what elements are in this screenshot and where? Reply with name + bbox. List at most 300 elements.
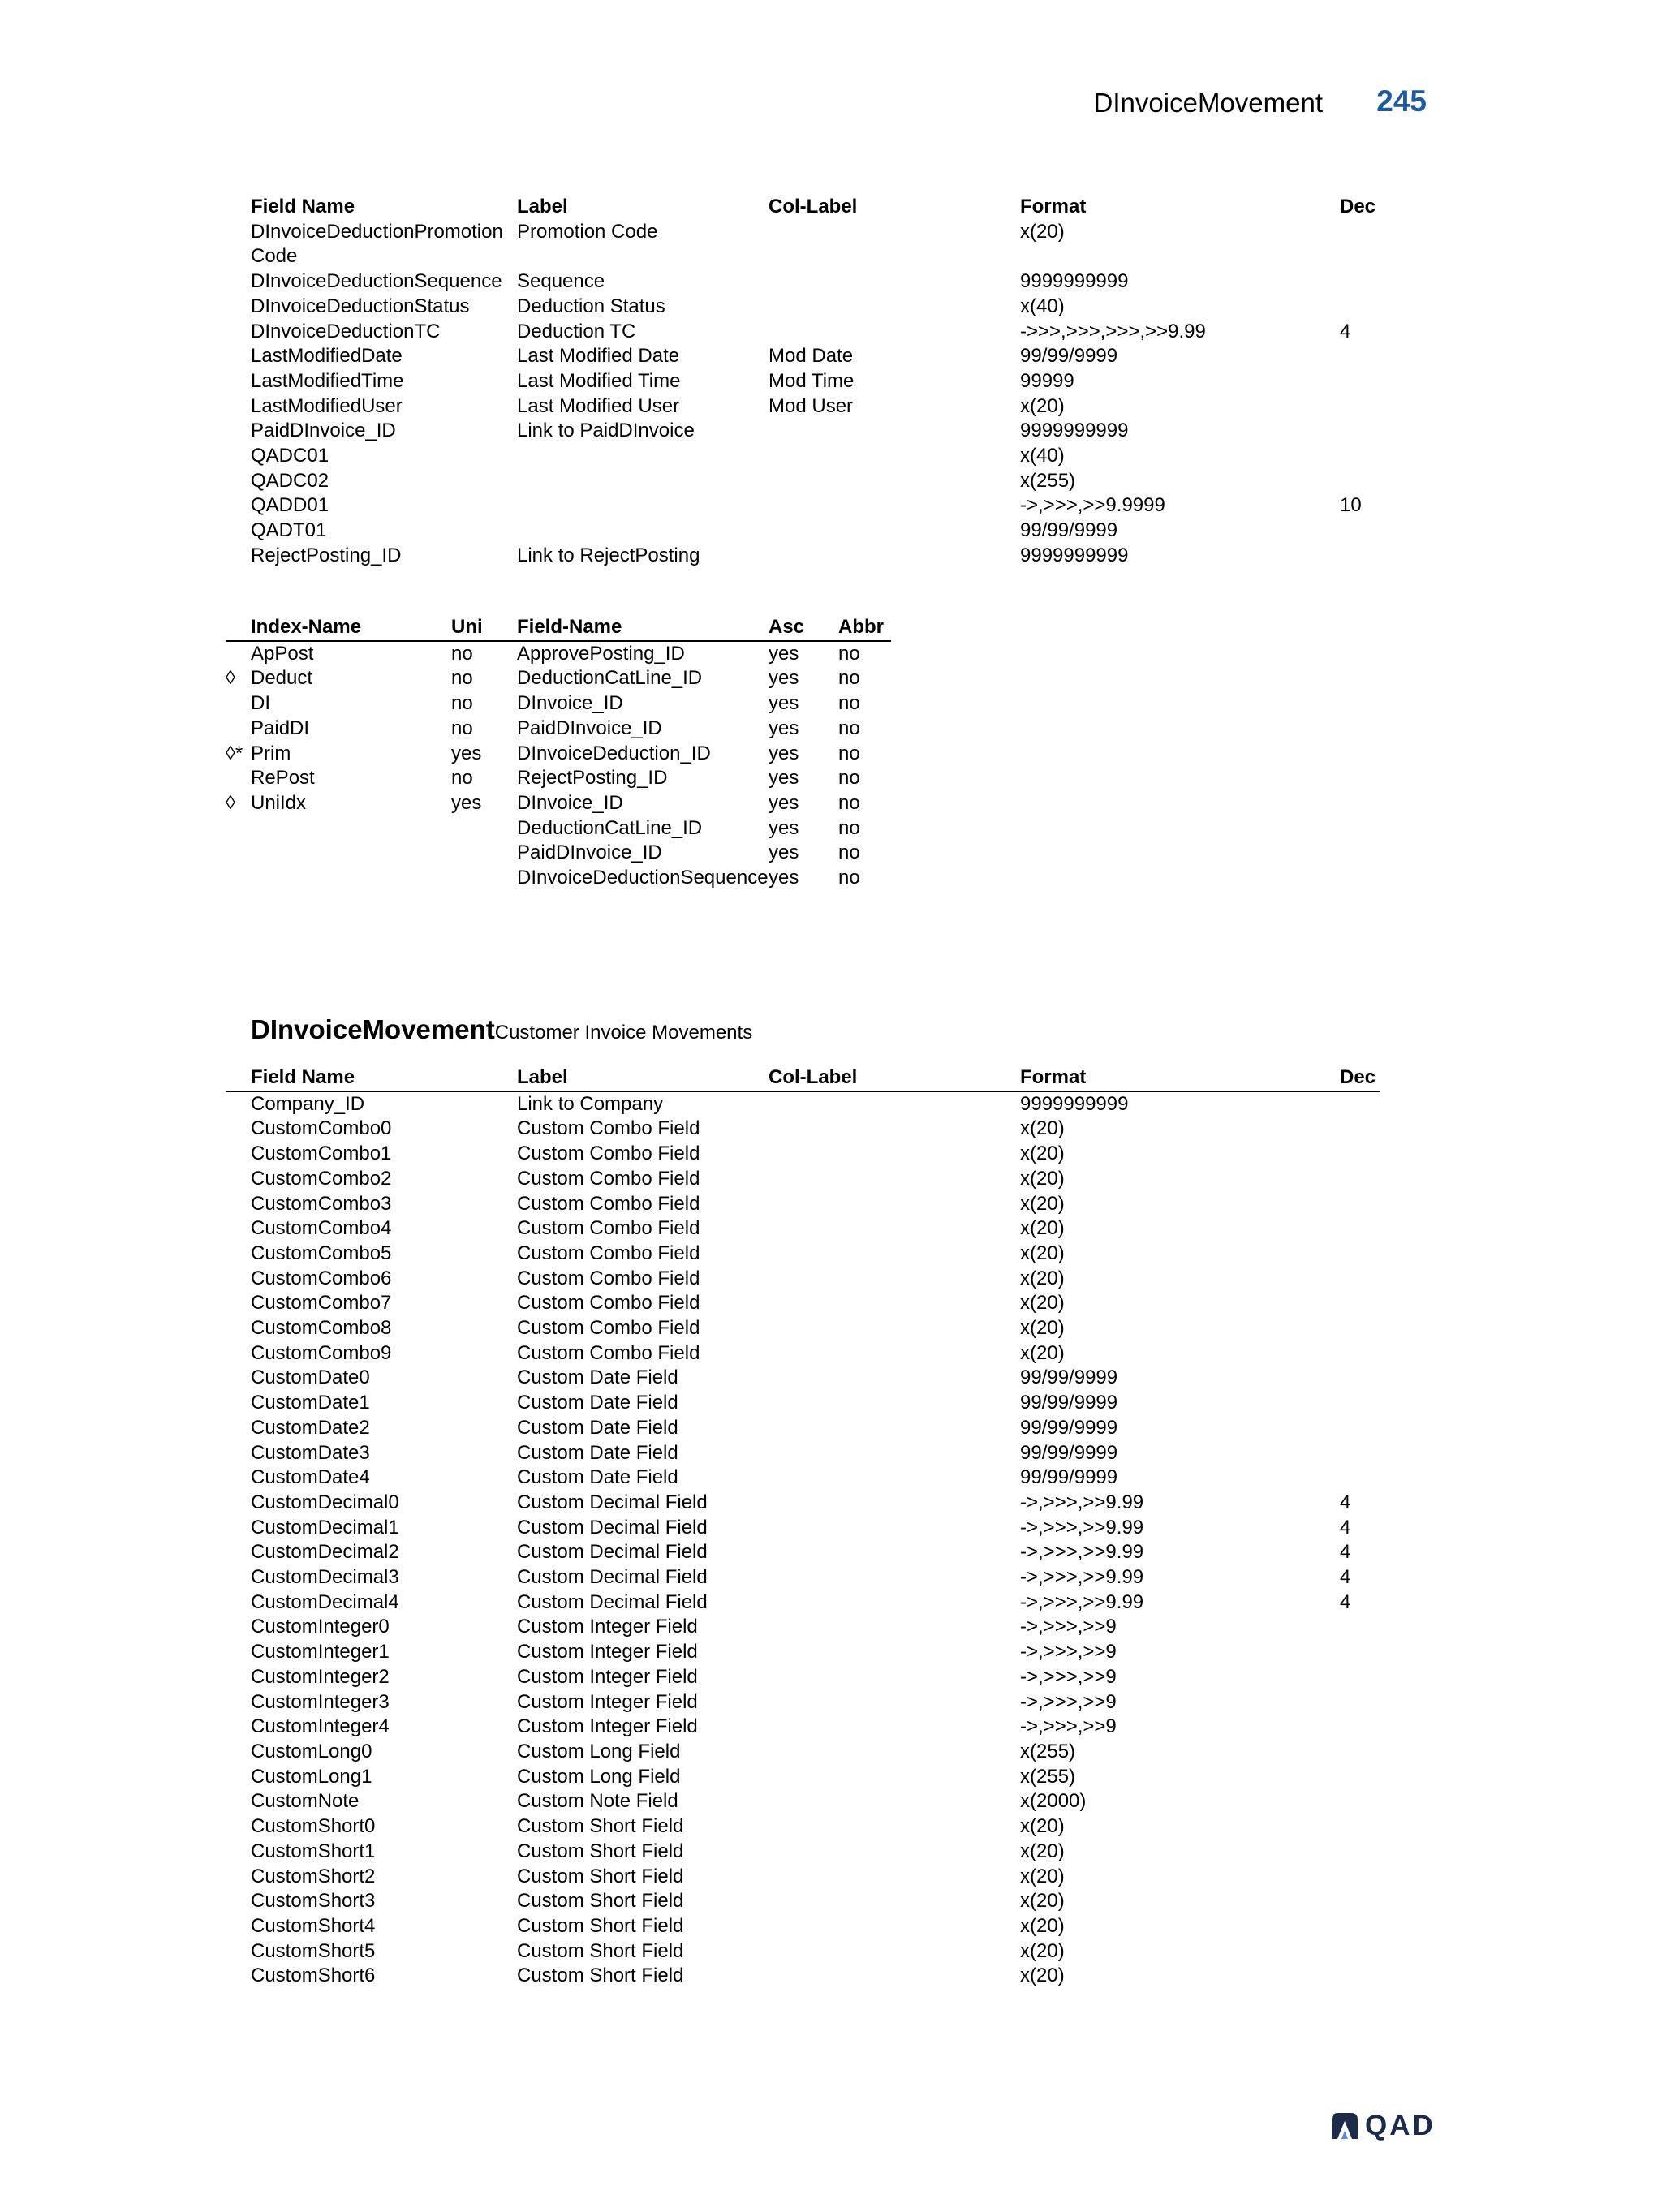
abbr-cell: no <box>838 767 860 790</box>
column-header-index-name: Index-Name <box>251 615 451 641</box>
table-row <box>226 493 1380 519</box>
table-row <box>226 1366 1380 1391</box>
index-name-cell: PaidDI <box>251 717 310 739</box>
label-cell: Custom Decimal Field <box>517 1516 708 1539</box>
marker-cell <box>226 1939 251 1965</box>
format-cell: x(20) <box>1020 1242 1065 1264</box>
index-marker-cell: ◊* <box>226 742 243 764</box>
table-row <box>226 666 891 691</box>
dec-cell <box>1340 220 1380 269</box>
dec-cell <box>1340 1391 1380 1416</box>
marker-cell <box>226 1665 251 1690</box>
field-name-cell: CustomShort5 <box>251 1939 376 1962</box>
dec-cell <box>1340 1341 1380 1366</box>
col-label-cell <box>769 1914 1020 1939</box>
col-label-cell <box>769 1091 1020 1117</box>
marker-cell <box>226 220 251 269</box>
asc-cell: yes <box>769 816 799 839</box>
col-label-cell <box>769 419 1020 444</box>
dec-cell <box>1340 1142 1380 1167</box>
uni-cell: no <box>451 767 473 790</box>
asc-cell: yes <box>769 717 799 739</box>
format-cell: 9999999999 <box>1020 544 1129 566</box>
marker-cell <box>226 1814 251 1840</box>
index-field-name-cell: DeductionCatLine_ID <box>517 816 703 839</box>
table-row <box>226 419 1380 444</box>
table-row <box>226 1914 1380 1939</box>
col-label-cell <box>769 1939 1020 1965</box>
col-label-cell <box>769 1640 1020 1665</box>
field-name-cell: LastModifiedUser <box>251 394 403 417</box>
column-header-dec: Dec <box>1340 196 1376 217</box>
marker-cell <box>226 1216 251 1242</box>
field-name-cell: CustomCombo7 <box>251 1292 392 1315</box>
uni-cell: no <box>451 717 473 739</box>
col-label-cell <box>769 1665 1020 1690</box>
label-cell: Custom Combo Field <box>517 1143 700 1165</box>
col-label-cell <box>769 1516 1020 1541</box>
uni-cell: no <box>451 692 473 715</box>
table-row <box>226 394 1380 420</box>
index-name-cell <box>251 816 451 841</box>
col-label-cell <box>769 1341 1020 1366</box>
label-cell: Custom Short Field <box>517 1840 684 1862</box>
label-cell: Custom Integer Field <box>517 1690 698 1713</box>
format-cell: x(40) <box>1020 445 1065 467</box>
index-field-name-cell: DInvoice_ID <box>517 791 623 814</box>
marker-cell <box>226 320 251 345</box>
table-row <box>226 1167 1380 1192</box>
col-label-cell <box>769 544 1020 569</box>
format-cell: x(40) <box>1020 295 1065 317</box>
marker-cell <box>226 1840 251 1865</box>
format-cell: 99/99/9999 <box>1020 1416 1118 1439</box>
marker-cell <box>226 1366 251 1391</box>
section-table-description: Customer Invoice Movements <box>494 1022 753 1044</box>
asc-cell: yes <box>769 692 799 715</box>
index-marker-cell <box>226 866 251 891</box>
field-name-cell: CustomDecimal3 <box>251 1566 399 1589</box>
col-label-cell: Mod Date <box>769 345 854 368</box>
dec-cell <box>1340 519 1380 544</box>
marker-cell <box>226 1491 251 1516</box>
col-label-cell <box>769 220 1020 269</box>
label-cell: Custom Integer Field <box>517 1715 698 1738</box>
format-cell: 99999 <box>1020 369 1074 392</box>
field-name-cell: DInvoiceDeductionTC <box>251 320 441 342</box>
table-header-row <box>226 1065 1380 1091</box>
table-row <box>226 1665 1380 1690</box>
field-name-cell: DInvoiceDeductionPromotionCode <box>251 220 503 268</box>
table-row <box>226 1615 1380 1640</box>
index-field-name-cell: PaidDInvoice_ID <box>517 841 662 864</box>
field-name-cell: CustomDate1 <box>251 1392 370 1414</box>
format-cell: x(20) <box>1020 1192 1065 1215</box>
table-row <box>226 717 891 742</box>
table-row <box>226 841 891 866</box>
qad-logo <box>1329 2111 1436 2141</box>
col-label-cell <box>769 1465 1020 1491</box>
label-cell: Custom Combo Field <box>517 1192 700 1215</box>
dec-cell <box>1340 1441 1380 1466</box>
dec-cell <box>1340 1117 1380 1142</box>
format-cell: ->,>>>,>>9.9999 <box>1020 494 1165 517</box>
label-cell: Custom Decimal Field <box>517 1566 708 1589</box>
format-cell: ->>>,>>>,>>>,>>9.99 <box>1020 320 1206 342</box>
dec-cell <box>1340 1665 1380 1690</box>
index-name-cell: ApPost <box>251 642 314 665</box>
table-row <box>226 1516 1380 1541</box>
label-cell: Custom Integer Field <box>517 1665 698 1688</box>
field-name-cell: CustomCombo8 <box>251 1317 392 1340</box>
column-header-field-name: Field Name <box>251 1065 517 1091</box>
table-row <box>226 1590 1380 1616</box>
field-name-cell: CustomInteger0 <box>251 1616 390 1638</box>
table-row <box>226 1565 1380 1590</box>
asc-cell: yes <box>769 667 799 690</box>
field-name-cell: CustomDecimal2 <box>251 1541 399 1564</box>
column-header-format: Format <box>1020 196 1087 217</box>
index-marker-cell <box>226 691 251 717</box>
label-cell: Custom Short Field <box>517 1815 684 1838</box>
table-row <box>226 1216 1380 1242</box>
index-name-cell <box>251 866 451 891</box>
format-cell: x(20) <box>1020 1317 1065 1340</box>
column-header-label: Label <box>517 196 568 217</box>
index-name-cell <box>251 841 451 866</box>
col-label-cell <box>769 469 1020 494</box>
label-cell: Custom Short Field <box>517 1890 684 1913</box>
field-name-cell: CustomCombo6 <box>251 1267 392 1289</box>
dec-cell <box>1340 1192 1380 1217</box>
field-name-cell: CustomShort0 <box>251 1815 376 1838</box>
index-field-name-cell: PaidDInvoice_ID <box>517 717 662 739</box>
col-label-cell <box>769 1267 1020 1292</box>
table-row <box>226 641 891 667</box>
table-row <box>226 269 1380 295</box>
page-number: 245 <box>1376 84 1427 118</box>
format-cell: x(20) <box>1020 1341 1065 1364</box>
field-name-cell: CustomInteger2 <box>251 1665 390 1688</box>
table-header-row <box>226 615 891 641</box>
abbr-cell: no <box>838 642 860 665</box>
col-label-cell <box>769 1740 1020 1765</box>
label-cell: Custom Long Field <box>517 1740 681 1762</box>
label-cell: Custom Note Field <box>517 1790 678 1813</box>
field-name-cell: RejectPosting_ID <box>251 544 402 566</box>
marker-cell <box>226 469 251 494</box>
table-row <box>226 1192 1380 1217</box>
format-cell: ->,>>>,>>9.99 <box>1020 1491 1144 1513</box>
col-label-cell <box>769 1889 1020 1914</box>
dec-cell <box>1340 1765 1380 1790</box>
format-cell: x(255) <box>1020 469 1076 492</box>
table-row <box>226 1765 1380 1790</box>
label-cell: Sequence <box>517 270 605 293</box>
format-cell: x(20) <box>1020 1267 1065 1289</box>
label-cell: Custom Integer Field <box>517 1641 698 1663</box>
marker-cell <box>226 369 251 394</box>
index-field-name-cell: DInvoice_ID <box>517 692 623 715</box>
label-cell: Custom Date Field <box>517 1366 678 1389</box>
uni-cell <box>451 816 517 841</box>
marker-cell <box>226 1914 251 1939</box>
format-cell: 9999999999 <box>1020 1092 1129 1115</box>
marker-cell <box>226 1242 251 1267</box>
label-cell <box>517 469 769 494</box>
label-cell: Custom Decimal Field <box>517 1541 708 1564</box>
index-name-cell: UniIdx <box>251 791 307 814</box>
dec-cell <box>1340 1715 1380 1740</box>
label-cell: Custom Combo Field <box>517 1217 700 1240</box>
marker-cell <box>226 1142 251 1167</box>
abbr-cell: no <box>838 816 860 839</box>
field-name-cell: CustomInteger1 <box>251 1641 390 1663</box>
format-cell: ->,>>>,>>9 <box>1020 1665 1117 1688</box>
marker-cell <box>226 544 251 569</box>
uni-cell <box>451 841 517 866</box>
asc-cell: yes <box>769 642 799 665</box>
marker-cell <box>226 269 251 295</box>
col-label-cell <box>769 1491 1020 1516</box>
col-label-cell <box>769 1441 1020 1466</box>
dec-cell <box>1340 1914 1380 1939</box>
col-label-cell: Mod User <box>769 394 854 417</box>
field-name-cell: CustomInteger3 <box>251 1690 390 1713</box>
dec-cell <box>1340 394 1380 420</box>
field-name-cell: CustomCombo1 <box>251 1143 392 1165</box>
column-header-format: Format <box>1020 1065 1340 1091</box>
index-field-name-cell: RejectPosting_ID <box>517 767 668 790</box>
index-marker-cell <box>226 641 251 667</box>
label-cell <box>517 519 769 544</box>
marker-cell <box>226 344 251 369</box>
format-cell: 99/99/9999 <box>1020 1392 1118 1414</box>
col-label-cell <box>769 1366 1020 1391</box>
field-table <box>226 1065 1380 1989</box>
table-row <box>226 742 891 767</box>
col-label-cell <box>769 1789 1020 1814</box>
qad-logo-icon <box>1329 2111 1360 2141</box>
marker-cell <box>226 1765 251 1790</box>
column-header-asc: Asc <box>769 615 838 641</box>
column-header-index-field-name: Field-Name <box>517 615 769 641</box>
format-cell: 99/99/9999 <box>1020 519 1118 542</box>
label-cell: Last Modified User <box>517 394 680 417</box>
format-cell: x(20) <box>1020 1217 1065 1240</box>
asc-cell: yes <box>769 791 799 814</box>
asc-cell: yes <box>769 742 799 764</box>
field-name-cell: CustomLong1 <box>251 1765 372 1788</box>
label-cell: Link to PaidDInvoice <box>517 420 695 442</box>
field-name-cell: CustomDecimal1 <box>251 1516 399 1539</box>
table-row <box>226 1416 1380 1441</box>
dec-cell <box>1340 1242 1380 1267</box>
table-row <box>226 344 1380 369</box>
dec-cell <box>1340 1091 1380 1117</box>
marker-cell <box>226 1640 251 1665</box>
dec-cell <box>1340 1316 1380 1341</box>
table-row <box>226 1291 1380 1316</box>
marker-cell <box>226 1889 251 1914</box>
field-name-cell: QADC02 <box>251 469 329 492</box>
marker-cell <box>226 1540 251 1565</box>
label-cell: Custom Combo Field <box>517 1242 700 1264</box>
dec-cell <box>1340 344 1380 369</box>
column-header-label: Label <box>517 1065 769 1091</box>
format-cell: x(20) <box>1020 1965 1065 1987</box>
index-marker-cell <box>226 841 251 866</box>
dec-cell <box>1340 1465 1380 1491</box>
dec-cell <box>1340 1740 1380 1765</box>
field-name-cell: CustomDate4 <box>251 1466 370 1489</box>
format-cell: x(20) <box>1020 1914 1065 1937</box>
field-name-cell: CustomDecimal0 <box>251 1491 399 1513</box>
format-cell: x(20) <box>1020 1840 1065 1862</box>
col-label-cell <box>769 1690 1020 1715</box>
marker-cell <box>226 1416 251 1441</box>
field-name-cell: CustomDecimal4 <box>251 1590 399 1613</box>
col-label-cell <box>769 320 1020 345</box>
marker-column-header <box>226 195 251 220</box>
col-label-cell <box>769 1117 1020 1142</box>
table-row <box>226 1964 1380 1989</box>
marker-cell <box>226 1690 251 1715</box>
uni-cell <box>451 866 517 891</box>
dec-cell <box>1340 1865 1380 1890</box>
column-header-col-label: Col-Label <box>769 1065 1020 1091</box>
table-row <box>226 1267 1380 1292</box>
marker-cell <box>226 419 251 444</box>
field-name-cell: CustomCombo5 <box>251 1242 392 1264</box>
marker-cell <box>226 394 251 420</box>
table-row <box>226 469 1380 494</box>
abbr-cell: no <box>838 867 860 889</box>
table-row <box>226 1491 1380 1516</box>
table-row <box>226 1316 1380 1341</box>
index-marker-cell: ◊ <box>226 667 235 690</box>
marker-cell <box>226 1091 251 1117</box>
field-name-cell: CustomDate3 <box>251 1441 370 1464</box>
field-name-cell: CustomShort2 <box>251 1865 376 1887</box>
col-label-cell <box>769 1242 1020 1267</box>
field-name-cell: LastModifiedTime <box>251 369 404 392</box>
label-cell: Custom Date Field <box>517 1441 678 1464</box>
index-name-cell: Deduct <box>251 667 313 690</box>
index-marker-cell <box>226 816 251 841</box>
index-marker-cell <box>226 766 251 791</box>
field-name-cell: CustomLong0 <box>251 1740 372 1762</box>
format-cell: 9999999999 <box>1020 420 1129 442</box>
table-row <box>226 519 1380 544</box>
field-name-cell: CustomCombo3 <box>251 1192 392 1215</box>
section-heading <box>251 1014 752 1045</box>
field-name-cell: QADT01 <box>251 519 327 542</box>
abbr-cell: no <box>838 841 860 864</box>
dec-cell <box>1340 444 1380 469</box>
field-name-cell: CustomShort1 <box>251 1840 376 1862</box>
label-cell: Link to Company <box>517 1092 664 1115</box>
column-header-field-name: Field Name <box>251 196 355 217</box>
table-row <box>226 1814 1380 1840</box>
table-row <box>226 369 1380 394</box>
abbr-cell: no <box>838 667 860 690</box>
col-label-cell <box>769 1590 1020 1616</box>
field-name-cell: CustomDate0 <box>251 1366 370 1389</box>
field-name-cell: CustomCombo0 <box>251 1117 392 1140</box>
table-row <box>226 866 891 891</box>
field-name-cell: CustomShort6 <box>251 1965 376 1987</box>
table-row <box>226 1465 1380 1491</box>
asc-cell: yes <box>769 841 799 864</box>
asc-cell: yes <box>769 767 799 790</box>
logo-text: QAD <box>1365 2110 1436 2141</box>
format-cell: x(20) <box>1020 1292 1065 1315</box>
col-label-cell <box>769 1715 1020 1740</box>
dec-cell: 4 <box>1340 1566 1351 1589</box>
dec-cell: 4 <box>1340 1590 1351 1613</box>
label-cell: Custom Combo Field <box>517 1341 700 1364</box>
col-label-cell <box>769 1565 1020 1590</box>
field-table-continued <box>226 195 1380 569</box>
field-name-cell: CustomShort3 <box>251 1890 376 1913</box>
label-cell <box>517 493 769 519</box>
col-label-cell <box>769 1765 1020 1790</box>
col-label-cell <box>769 1416 1020 1441</box>
dec-cell: 4 <box>1340 1541 1351 1564</box>
format-cell: ->,>>>,>>9.99 <box>1020 1541 1144 1564</box>
marker-cell <box>226 444 251 469</box>
section-table-name: DInvoiceMovement <box>251 1014 495 1044</box>
marker-column-header <box>226 1065 251 1091</box>
format-cell: ->,>>>,>>9 <box>1020 1641 1117 1663</box>
abbr-cell: no <box>838 742 860 764</box>
format-cell: 99/99/9999 <box>1020 1441 1118 1464</box>
table-row <box>226 544 1380 569</box>
marker-cell <box>226 1715 251 1740</box>
label-cell: Custom Short Field <box>517 1939 684 1962</box>
table-row <box>226 220 1380 269</box>
dec-cell <box>1340 269 1380 295</box>
marker-cell <box>226 1117 251 1142</box>
field-table-body <box>226 220 1380 569</box>
label-cell: Custom Short Field <box>517 1965 684 1987</box>
marker-cell <box>226 1565 251 1590</box>
index-field-name-cell: DeductionCatLine_ID <box>517 667 703 690</box>
label-cell: Custom Combo Field <box>517 1292 700 1315</box>
dec-cell <box>1340 419 1380 444</box>
label-cell: Custom Date Field <box>517 1466 678 1489</box>
table-row <box>226 295 1380 320</box>
table-header-row <box>226 195 1380 220</box>
dec-cell <box>1340 295 1380 320</box>
label-cell: Link to RejectPosting <box>517 544 700 566</box>
format-cell: ->,>>>,>>9 <box>1020 1690 1117 1713</box>
format-cell: x(20) <box>1020 394 1065 417</box>
marker-cell <box>226 1964 251 1989</box>
dec-cell <box>1340 1939 1380 1965</box>
field-name-cell: CustomCombo4 <box>251 1217 392 1240</box>
format-cell: x(255) <box>1020 1740 1076 1762</box>
table-row <box>226 444 1380 469</box>
field-name-cell: PaidDInvoice_ID <box>251 420 396 442</box>
label-cell: Custom Decimal Field <box>517 1590 708 1613</box>
col-label-cell <box>769 1840 1020 1865</box>
table-row <box>226 1441 1380 1466</box>
format-cell: x(20) <box>1020 1939 1065 1962</box>
index-field-name-cell: DInvoiceDeduction_ID <box>517 742 711 764</box>
col-label-cell <box>769 1291 1020 1316</box>
